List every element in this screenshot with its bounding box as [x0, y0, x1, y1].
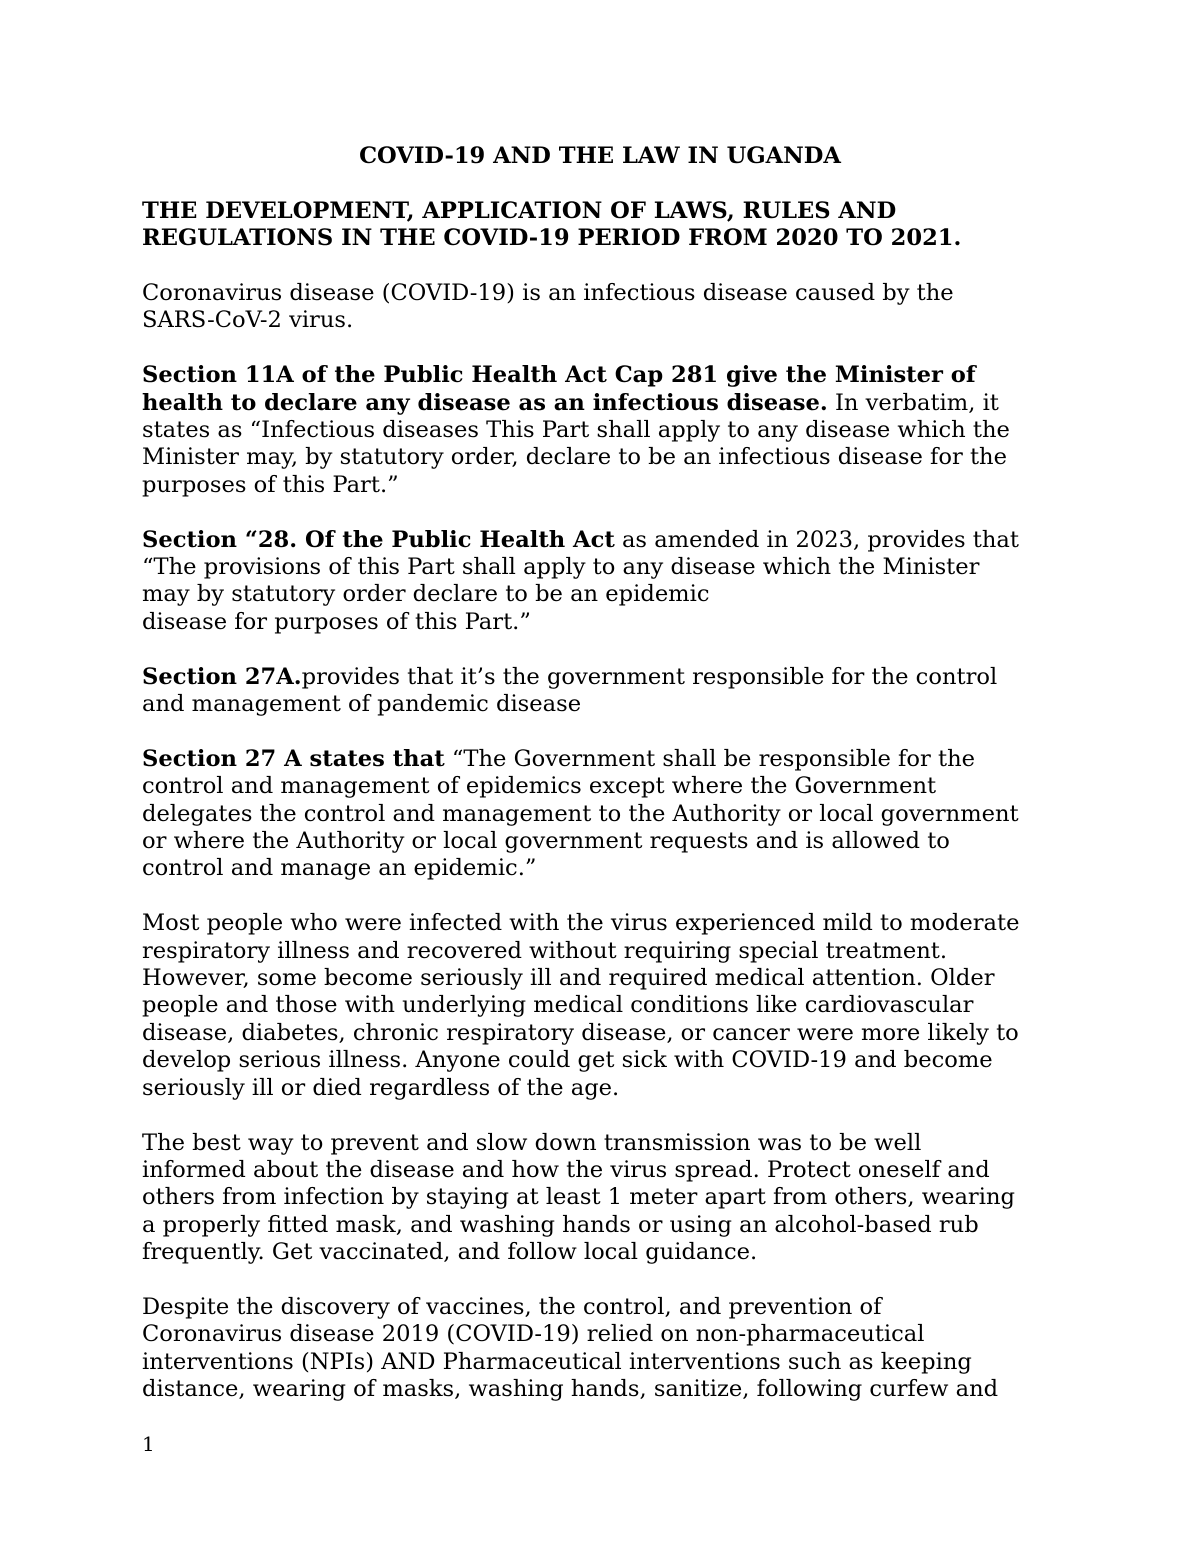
paragraph-line [142, 390, 1062, 417]
paragraph-line: Coronavirus disease 2019 (COVID-19) relied on non-pharmaceutical [142, 1321, 925, 1348]
paragraph-line: purposes of this Part.” [142, 471, 399, 498]
paragraph-line: delegates the control and management to the Authority or local government [142, 800, 1019, 827]
paragraph-line: respiratory illness and recovered without requiring special treatment. [142, 937, 948, 964]
paragraph-line: others from infection by staying at least 1 meter apart from others, wearing [142, 1184, 1015, 1211]
paragraph-text: provides that it’s the government responsible for the control [301, 663, 998, 690]
paragraph-line: people and those with underlying medical conditions like cardiovascular [142, 992, 974, 1019]
paragraph-line: disease for purposes of this Part.” [142, 608, 531, 635]
paragraph-line [142, 746, 1062, 773]
paragraph-line: seriously ill or died regardless of the age. [142, 1074, 620, 1101]
paragraph-line [142, 664, 1062, 691]
page-body [142, 143, 1062, 1431]
prevention-paragraph [142, 1130, 1062, 1267]
paragraph-line: Most people who were infected with the virus experienced mild to moderate [142, 910, 1020, 937]
section-heading-bold: Section 27 A states that [142, 745, 445, 772]
paragraph-line: The best way to prevent and slow down transmission was to be well [142, 1129, 922, 1156]
section-heading-bold: Section 27A. [142, 663, 302, 690]
paragraph-text: In verbatim, it [827, 389, 999, 416]
paragraph-line [142, 527, 1062, 554]
paragraph-line: Despite the discovery of vaccines, the control, and prevention of [142, 1293, 882, 1320]
subtitle-line: THE DEVELOPMENT, APPLICATION OF LAWS, RULES AND [142, 197, 897, 224]
page-number: 1 [142, 1432, 155, 1456]
paragraph-line: a properly fitted mask, and washing hands or using an alcohol-based rub [142, 1211, 979, 1238]
paragraph-line: “The provisions of this Part shall apply to any disease which the Minister [142, 554, 980, 581]
subtitle-line: REGULATIONS IN THE COVID-19 PERIOD FROM 2020 TO 2021. [142, 225, 962, 252]
paragraph-line: develop serious illness. Anyone could get sick with COVID-19 and become [142, 1047, 993, 1074]
paragraph-text: “The Government shall be responsible for the [444, 745, 975, 772]
vaccines-paragraph [142, 1294, 1062, 1404]
section-heading-bold: Section 11A of the Public Health Act Cap 281 give the Minister of [142, 362, 976, 389]
paragraph-line: may by statutory order declare to be an epidemic [142, 581, 710, 608]
paragraph-line: states as “Infectious diseases This Part shall apply to any disease which the [142, 417, 1010, 444]
paragraph-line: Coronavirus disease (COVID-19) is an infectious disease caused by the [142, 280, 954, 306]
paragraph-line: frequently. Get vaccinated, and follow local guidance. [142, 1239, 758, 1266]
paragraph-line [142, 362, 1062, 389]
paragraph-line: SARS-CoV-2 virus. [142, 307, 354, 334]
intro-paragraph [142, 280, 1062, 335]
section-heading-bold: health to declare any disease as an infectious disease. [142, 389, 828, 416]
section-27a-paragraph [142, 664, 1062, 719]
paragraph-line: disease, diabetes, chronic respiratory disease, or cancer were more likely to [142, 1019, 1019, 1046]
paragraph-line: informed about the disease and how the virus spread. Protect oneself and [142, 1156, 990, 1183]
illness-paragraph [142, 910, 1062, 1102]
document-subtitle [142, 198, 1062, 253]
paragraph-text: as amended in 2023, provides that [614, 526, 1019, 553]
paragraph-line: and management of pandemic disease [142, 691, 582, 718]
document-title: COVID-19 AND THE LAW IN UGANDA [359, 143, 841, 169]
paragraph-line: Minister may, by statutory order, declare to be an infectious disease for the [142, 444, 1007, 471]
paragraph-line: interventions (NPIs) AND Pharmaceutical interventions such as keeping [142, 1348, 972, 1375]
section-11a-paragraph [142, 362, 1062, 499]
section-28-paragraph [142, 527, 1062, 637]
paragraph-line: However, some become seriously ill and required medical attention. Older [142, 965, 995, 992]
paragraph-line: control and management of epidemics except where the Government [142, 773, 937, 800]
paragraph-line: or where the Authority or local government requests and is allowed to [142, 828, 950, 855]
paragraph-line: control and manage an epidemic.” [142, 855, 537, 882]
section-heading-bold: Section “28. Of the Public Health Act [142, 526, 615, 553]
paragraph-line: distance, wearing of masks, washing hands, sanitize, following curfew and [142, 1376, 999, 1403]
section-27a-states-paragraph [142, 746, 1062, 883]
